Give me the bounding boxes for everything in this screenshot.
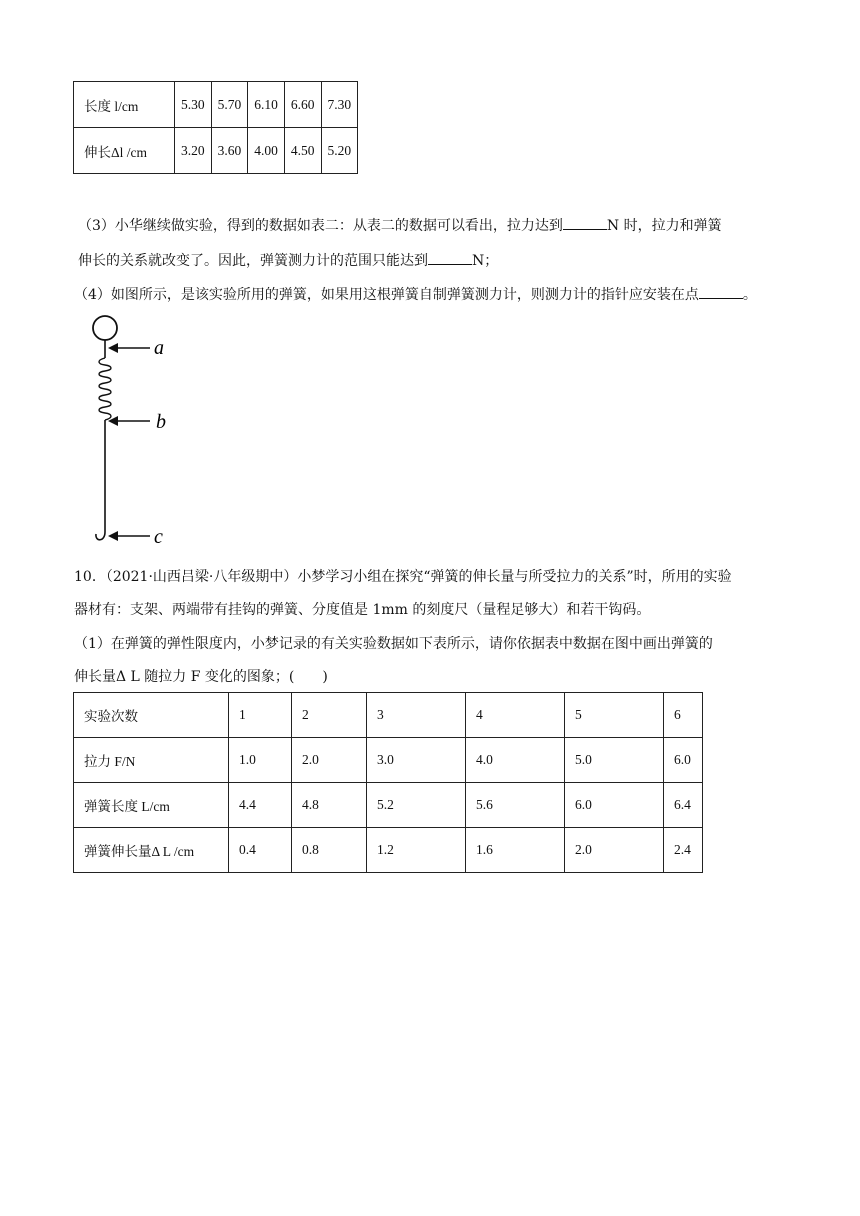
ring [93,316,117,340]
table-cell: 5 [565,693,664,738]
table-cell: 5.70 [211,82,248,128]
answer-blank [428,250,472,265]
table-cell: 6.10 [248,82,285,128]
table-cell: 0.4 [229,828,292,873]
table-cell: 1 [229,693,292,738]
spring-coil [99,358,111,420]
question-3-line-1: （3）小华继续做实验，得到的数据如表二：从表二的数据可以看出，拉力达到 N 时，拉力和弹簧 [78,215,722,236]
table-cell: 3.20 [175,128,212,174]
label-b: b [156,411,166,433]
question-10-line-2: 器材有：支架、两端带有挂钩的弹簧、分度值是 1mm 的刻度尺（量程足够大）和若干钩码。 [74,602,651,618]
row-header: 弹簧伸长量Δ L /cm [74,828,229,873]
table-cell: 1.0 [229,738,292,783]
table-cell: 4.00 [248,128,285,174]
table-cell: 5.6 [466,783,565,828]
table-row [74,738,703,783]
answer-blank [699,284,743,299]
table-cell: 2.4 [664,828,703,873]
table-cell: 5.30 [175,82,212,128]
table-row [74,128,358,174]
table-cell: 2.0 [565,828,664,873]
table-cell: 6.4 [664,783,703,828]
table-cell: 3.60 [211,128,248,174]
label-a: a [154,337,164,359]
question-3-line-2: 伸长的关系就改变了。因此，弹簧测力计的范围只能达到 N； [78,250,498,271]
table-row [74,693,703,738]
question-10-line-1: 10．（2021·山西吕梁·八年级期中）小梦学习小组在探究“弹簧的伸长量与所受拉力的关系”时，所用的实验 [74,569,732,585]
table-cell: 5.2 [367,783,466,828]
table-cell: 3.0 [367,738,466,783]
table-cell: 4.50 [284,128,321,174]
table-cell: 4.8 [292,783,367,828]
table-cell: 4 [466,693,565,738]
row-header: 实验次数 [74,693,229,738]
length-extension-table [73,81,358,174]
table-cell: 7.30 [321,82,358,128]
question-10-sub1-line-2: 伸长量Δ L 随拉力 F 变化的图象；( ) [74,669,328,685]
table-cell: 5.20 [321,128,358,174]
row-header: 伸长Δl /cm [74,128,175,174]
table-cell: 5.0 [565,738,664,783]
table-cell: 4.4 [229,783,292,828]
table-cell: 2 [292,693,367,738]
table-row [74,828,703,873]
table-row [74,783,703,828]
table-cell: 6.0 [664,738,703,783]
answer-blank [563,215,607,230]
table-cell: 0.8 [292,828,367,873]
table-row [74,82,358,128]
spring-figure [84,310,194,555]
table-cell: 1.2 [367,828,466,873]
table-cell: 2.0 [292,738,367,783]
hook [96,532,105,540]
table-cell: 1.6 [466,828,565,873]
table-cell: 4.0 [466,738,565,783]
question-4: （4）如图所示，是该实验所用的弹簧，如果用这根弹簧自制弹簧测力计，则测力计的指针应安装在点 。 [74,284,757,305]
table-cell: 6 [664,693,703,738]
experiment-data-table [73,692,703,873]
row-header: 拉力 F/N [74,738,229,783]
table-cell: 3 [367,693,466,738]
label-c: c [154,526,163,548]
table-cell: 6.0 [565,783,664,828]
question-10-sub1-line-1: （1）在弹簧的弹性限度内，小梦记录的有关实验数据如下表所示，请你依据表中数据在图中画出弹簧的 [74,636,713,652]
table-cell: 6.60 [284,82,321,128]
row-header: 弹簧长度 L/cm [74,783,229,828]
row-header: 长度 l/cm [74,82,175,128]
